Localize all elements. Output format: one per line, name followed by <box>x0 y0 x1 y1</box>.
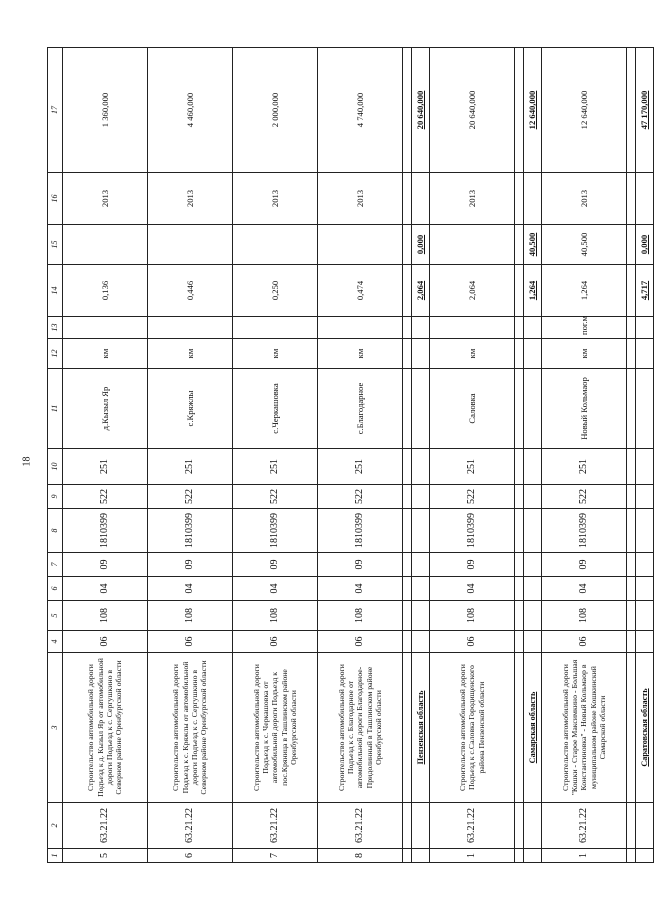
section-amount: 47 170,000 <box>636 48 654 173</box>
cell-c7: 09 <box>148 553 233 577</box>
spacer-cell <box>403 509 412 553</box>
column-number-12: 12 <box>48 339 63 369</box>
spacer-cell <box>403 265 412 317</box>
spacer-cell <box>515 339 524 369</box>
cell-c4: 06 <box>233 631 318 653</box>
cell-c6: 04 <box>148 577 233 601</box>
cell-c6: 04 <box>318 577 403 601</box>
cell-code: 63.21.22 <box>63 803 148 849</box>
cell-place: Саловка <box>430 369 515 449</box>
spacer-cell <box>515 225 524 265</box>
cell-place: с.Черкашовка <box>233 369 318 449</box>
spacer-cell <box>403 369 412 449</box>
cell-place: Новый Кольмаор <box>542 369 627 449</box>
cell-c13 <box>63 317 148 339</box>
cell-qty: 0,474 <box>318 265 403 317</box>
spacer-cell <box>515 369 524 449</box>
cell-c9: 522 <box>542 485 627 509</box>
column-number-13: 13 <box>48 317 63 339</box>
cell-place: с.Благодарное <box>318 369 403 449</box>
cell-c5: 108 <box>63 601 148 631</box>
spacer-cell <box>515 631 524 653</box>
section-cell <box>524 631 542 653</box>
column-number-6: 6 <box>48 577 63 601</box>
table-row <box>318 48 403 863</box>
section-cell <box>524 849 542 863</box>
spacer-cell <box>627 849 636 863</box>
header-row <box>48 48 63 863</box>
cell-c15 <box>148 225 233 265</box>
cell-code: 63.21.22 <box>542 803 627 849</box>
section-amount: 20 640,000 <box>412 48 430 173</box>
spacer-cell <box>403 48 412 173</box>
cell-code: 63.21.22 <box>233 803 318 849</box>
spacer-cell <box>403 577 412 601</box>
cell-c4: 06 <box>63 631 148 653</box>
spacer-cell <box>403 849 412 863</box>
cell-c13 <box>233 317 318 339</box>
table-row <box>430 48 515 863</box>
section-cell <box>412 485 430 509</box>
column-number-9: 9 <box>48 485 63 509</box>
cell-place: с.Кряжлы <box>148 369 233 449</box>
section-qty: 4,717 <box>636 265 654 317</box>
cell-unit: км <box>542 339 627 369</box>
cell-c15 <box>63 225 148 265</box>
spacer-cell <box>403 601 412 631</box>
spacer-row <box>403 48 412 863</box>
cell-c5: 108 <box>430 601 515 631</box>
cell-amount: 1 360,000 <box>63 48 148 173</box>
spacer-cell <box>627 509 636 553</box>
spacer-cell <box>627 653 636 803</box>
spacer-cell <box>627 631 636 653</box>
cell-n: 8 <box>318 849 403 863</box>
section-cell <box>524 369 542 449</box>
section-cell <box>412 631 430 653</box>
spacer-cell <box>515 48 524 173</box>
spacer-cell <box>403 317 412 339</box>
section-cell <box>412 317 430 339</box>
cell-c6: 04 <box>542 577 627 601</box>
section-cell <box>412 369 430 449</box>
cell-qty: 1,264 <box>542 265 627 317</box>
section-cell <box>636 553 654 577</box>
section-cell <box>636 849 654 863</box>
spacer-cell <box>515 553 524 577</box>
cell-code: 63.21.22 <box>318 803 403 849</box>
cell-n: 1 <box>430 849 515 863</box>
cell-name: Строительство автомобильной дороги Подъезд к с. Черкашовка от автомобильной дороги Подъезд к пос.Кряница в Ташлинском районе Оренбургской области <box>233 653 318 803</box>
section-cell <box>636 317 654 339</box>
spacer-cell <box>627 265 636 317</box>
section-c15: 0,000 <box>636 225 654 265</box>
spacer-cell <box>515 849 524 863</box>
cell-qty: 0,136 <box>63 265 148 317</box>
cell-c4: 06 <box>430 631 515 653</box>
section-cell <box>412 173 430 225</box>
section-cell <box>636 601 654 631</box>
roads-table <box>47 47 654 863</box>
section-cell <box>412 449 430 485</box>
spacer-cell <box>515 317 524 339</box>
table-body <box>48 48 654 863</box>
page-number: 18 <box>21 456 33 467</box>
table-row <box>63 48 148 863</box>
spacer-cell <box>403 449 412 485</box>
section-cell <box>412 553 430 577</box>
section-c15: 40,500 <box>524 225 542 265</box>
cell-year: 2013 <box>148 173 233 225</box>
spacer-cell <box>515 653 524 803</box>
cell-n: 6 <box>148 849 233 863</box>
cell-c9: 522 <box>430 485 515 509</box>
cell-c7: 09 <box>542 553 627 577</box>
section-cell <box>412 601 430 631</box>
cell-c10: 251 <box>542 449 627 485</box>
section-cell <box>636 485 654 509</box>
section-cell <box>524 803 542 849</box>
cell-amount: 12 640,000 <box>542 48 627 173</box>
cell-unit: км <box>318 339 403 369</box>
cell-n: 7 <box>233 849 318 863</box>
spacer-cell <box>627 173 636 225</box>
rotated-table-container <box>47 48 650 863</box>
column-number-3: 3 <box>48 653 63 803</box>
cell-c13 <box>148 317 233 339</box>
spacer-cell <box>515 803 524 849</box>
cell-c7: 09 <box>430 553 515 577</box>
column-number-17: 17 <box>48 48 63 173</box>
cell-name: Строительство автомобильной дороги Подъезд к с. Кряжлы от автомобильной дороги Подъезд к с. Сергушкино в Северном районе Оренбургской области <box>148 653 233 803</box>
spacer-cell <box>403 173 412 225</box>
cell-c6: 04 <box>233 577 318 601</box>
column-number-5: 5 <box>48 601 63 631</box>
cell-c8: 1810399 <box>63 509 148 553</box>
cell-c7: 09 <box>318 553 403 577</box>
section-cell <box>412 339 430 369</box>
spacer-cell <box>515 449 524 485</box>
column-number-7: 7 <box>48 553 63 577</box>
section-title: Пензенская область <box>412 653 430 803</box>
cell-c13 <box>430 317 515 339</box>
cell-c10: 251 <box>318 449 403 485</box>
spacer-cell <box>627 577 636 601</box>
cell-c5: 108 <box>318 601 403 631</box>
spacer-cell <box>627 225 636 265</box>
section-qty: 2,064 <box>412 265 430 317</box>
column-number-16: 16 <box>48 173 63 225</box>
cell-name: Строительство автомобильной дороги Подъезд к с. Благодарное от автомобильной дороги Благодарное-Придолинный в Ташлинском районе Оренбургской области <box>318 653 403 803</box>
spacer-cell <box>627 553 636 577</box>
spacer-cell <box>627 601 636 631</box>
cell-amount: 4 460,000 <box>148 48 233 173</box>
cell-c4: 06 <box>318 631 403 653</box>
cell-c7: 09 <box>233 553 318 577</box>
section-cell <box>524 339 542 369</box>
section-cell <box>524 577 542 601</box>
section-cell <box>412 849 430 863</box>
section-cell <box>636 449 654 485</box>
column-number-2: 2 <box>48 803 63 849</box>
column-number-15: 15 <box>48 225 63 265</box>
spacer-cell <box>403 653 412 803</box>
section-cell <box>412 577 430 601</box>
cell-c8: 1810399 <box>542 509 627 553</box>
spacer-cell <box>403 553 412 577</box>
cell-c10: 251 <box>148 449 233 485</box>
cell-amount: 4 740,000 <box>318 48 403 173</box>
cell-amount: 20 640,000 <box>430 48 515 173</box>
column-number-1: 1 <box>48 849 63 863</box>
spacer-cell <box>627 369 636 449</box>
cell-c13: пог.м <box>542 317 627 339</box>
section-title: Самарская область <box>524 653 542 803</box>
cell-qty: 0,446 <box>148 265 233 317</box>
column-number-8: 8 <box>48 509 63 553</box>
cell-c6: 04 <box>430 577 515 601</box>
cell-c9: 522 <box>318 485 403 509</box>
spacer-cell <box>515 577 524 601</box>
cell-qty: 0,250 <box>233 265 318 317</box>
section-cell <box>636 803 654 849</box>
spacer-cell <box>403 631 412 653</box>
section-cell <box>524 173 542 225</box>
cell-c9: 522 <box>148 485 233 509</box>
cell-unit: км <box>148 339 233 369</box>
cell-c13 <box>318 317 403 339</box>
section-cell <box>524 553 542 577</box>
cell-name: Строительство автомобильной дороги Подъезд к с.Саловка Городищенского района Пензенской области <box>430 653 515 803</box>
cell-c15 <box>430 225 515 265</box>
cell-c4: 06 <box>542 631 627 653</box>
section-cell <box>524 509 542 553</box>
cell-c15 <box>233 225 318 265</box>
section-cell <box>524 601 542 631</box>
section-cell <box>524 317 542 339</box>
cell-code: 63.21.22 <box>148 803 233 849</box>
cell-n: 5 <box>63 849 148 863</box>
spacer-row <box>515 48 524 863</box>
column-number-10: 10 <box>48 449 63 485</box>
cell-year: 2013 <box>542 173 627 225</box>
section-cell <box>636 509 654 553</box>
spacer-cell <box>515 173 524 225</box>
cell-amount: 2 000,000 <box>233 48 318 173</box>
cell-c5: 108 <box>233 601 318 631</box>
cell-c8: 1810399 <box>430 509 515 553</box>
column-number-14: 14 <box>48 265 63 317</box>
section-cell <box>524 449 542 485</box>
cell-c9: 522 <box>63 485 148 509</box>
cell-unit: км <box>63 339 148 369</box>
cell-c7: 09 <box>63 553 148 577</box>
spacer-cell <box>515 485 524 509</box>
cell-year: 2013 <box>233 173 318 225</box>
cell-c9: 522 <box>233 485 318 509</box>
cell-unit: км <box>430 339 515 369</box>
spacer-row <box>627 48 636 863</box>
cell-year: 2013 <box>318 173 403 225</box>
section-cell <box>636 339 654 369</box>
column-number-4: 4 <box>48 631 63 653</box>
cell-c6: 04 <box>63 577 148 601</box>
section-row <box>636 48 654 863</box>
cell-c5: 108 <box>542 601 627 631</box>
cell-c4: 06 <box>148 631 233 653</box>
section-amount: 12 640,000 <box>524 48 542 173</box>
spacer-cell <box>403 225 412 265</box>
cell-c10: 251 <box>233 449 318 485</box>
section-qty: 1,264 <box>524 265 542 317</box>
spacer-cell <box>627 449 636 485</box>
section-cell <box>636 173 654 225</box>
spacer-cell <box>403 803 412 849</box>
cell-name: Строительство автомобильной дороги "Кошки - Старое Максимкино - Большая Константиновка" - Новый Кольмаор в муниципальном районе Кошкинский Самарской области <box>542 653 627 803</box>
cell-c10: 251 <box>63 449 148 485</box>
cell-c8: 1810399 <box>318 509 403 553</box>
cell-c15: 40,500 <box>542 225 627 265</box>
cell-c15 <box>318 225 403 265</box>
spacer-cell <box>627 48 636 173</box>
section-row <box>412 48 430 863</box>
section-title: Саратовская область <box>636 653 654 803</box>
table-row <box>542 48 627 863</box>
section-cell <box>636 369 654 449</box>
section-c15: 0,000 <box>412 225 430 265</box>
cell-qty: 2,064 <box>430 265 515 317</box>
cell-n: 1 <box>542 849 627 863</box>
spacer-cell <box>627 803 636 849</box>
section-row <box>524 48 542 863</box>
table-row <box>148 48 233 863</box>
section-cell <box>412 509 430 553</box>
cell-c10: 251 <box>430 449 515 485</box>
section-cell <box>524 485 542 509</box>
cell-c8: 1810399 <box>233 509 318 553</box>
column-number-11: 11 <box>48 369 63 449</box>
cell-c5: 108 <box>148 601 233 631</box>
cell-place: д.Кызыл Яр <box>63 369 148 449</box>
spacer-cell <box>627 317 636 339</box>
cell-year: 2013 <box>63 173 148 225</box>
spacer-cell <box>403 339 412 369</box>
cell-c8: 1810399 <box>148 509 233 553</box>
spacer-cell <box>627 485 636 509</box>
cell-year: 2013 <box>430 173 515 225</box>
section-cell <box>636 631 654 653</box>
spacer-cell <box>627 339 636 369</box>
spacer-cell <box>403 485 412 509</box>
cell-code: 63.21.22 <box>430 803 515 849</box>
section-cell <box>412 803 430 849</box>
table-row <box>233 48 318 863</box>
spacer-cell <box>515 509 524 553</box>
cell-unit: км <box>233 339 318 369</box>
spacer-cell <box>515 601 524 631</box>
spacer-cell <box>515 265 524 317</box>
cell-name: Строительство автомобильной дороги Подъезд к д. Кызыл Яр от автомобильной дороги Подъезд к с. Сергушкино в Северном районе Оренбургской области <box>63 653 148 803</box>
section-cell <box>636 577 654 601</box>
